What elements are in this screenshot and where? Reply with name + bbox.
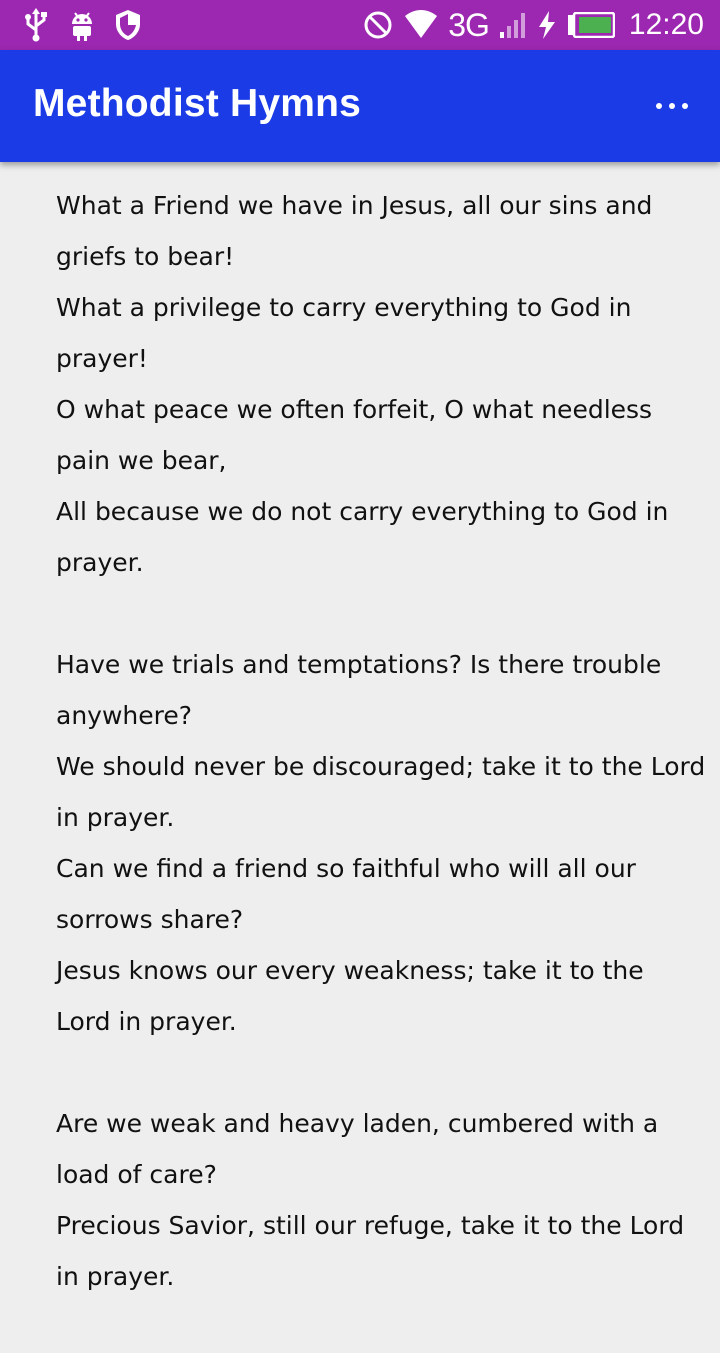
network-type-label: 3G — [448, 7, 489, 43]
shield-icon — [114, 8, 142, 42]
lyric-line: Are we weak and heavy laden, cumbered with a load of care? — [56, 1109, 659, 1189]
lyric-line: What a privilege to carry everything to God in prayer! — [56, 293, 632, 373]
do-not-disturb-icon — [362, 9, 394, 41]
more-options-dot — [682, 103, 688, 109]
status-bar — [0, 0, 720, 50]
signal-icon — [499, 10, 527, 40]
more-options-icon[interactable] — [644, 80, 700, 132]
lyric-line: Jesus knows our every weakness; take it to the Lord in prayer. — [56, 956, 644, 1036]
lyric-line: Can we find a friend so faithful who will all our sorrows share? — [56, 854, 636, 934]
clock: 12:20 — [628, 8, 704, 41]
charging-icon — [537, 10, 557, 40]
app-title: Methodist Hymns — [33, 82, 362, 125]
app-bar — [0, 50, 720, 162]
lyric-line: All because we do not carry everything to God in prayer. — [56, 497, 669, 577]
lyric-line: Precious Savior, still our refuge, take it to the Lord in prayer. — [56, 1211, 685, 1291]
android-debug-icon — [68, 8, 96, 42]
lyric-line: Have we trials and temptations? Is there trouble anywhere? — [56, 650, 662, 730]
hymn-lyrics[interactable] — [56, 180, 706, 1353]
system-icons — [362, 6, 704, 44]
hymn-verse-3 — [56, 1098, 706, 1302]
more-options-dot — [669, 103, 675, 109]
lyric-line: We should never be discouraged; take it to the Lord in prayer. — [56, 752, 706, 832]
lyric-line: O what peace we often forfeit, O what needless pain we bear, — [56, 395, 653, 475]
lyric-line: What a Friend we have in Jesus, all our sins and griefs to bear! — [56, 191, 653, 271]
notification-icons — [22, 8, 142, 42]
battery-icon — [567, 12, 615, 38]
hymn-verse-1 — [56, 180, 706, 588]
more-options-dot — [656, 103, 662, 109]
wifi-icon — [404, 10, 438, 40]
usb-icon — [22, 8, 50, 42]
hymn-verse-2 — [56, 639, 706, 1047]
